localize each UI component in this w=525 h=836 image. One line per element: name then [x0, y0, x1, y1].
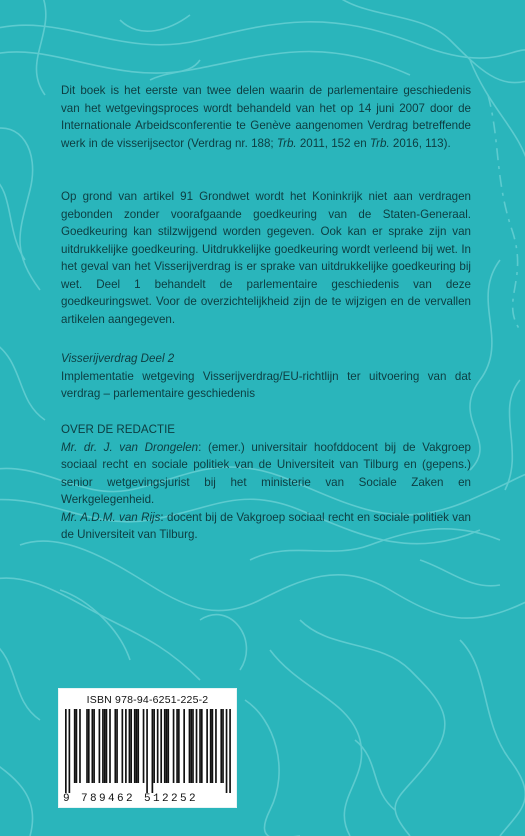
- editor2-bio: : docent bij de Vakgroep sociaal recht en sociale politiek van de Universiteit van Tilburg.: [61, 510, 472, 541]
- editor1-bio: : (emer.) universitair hoofddocent bij de Vakgroep sociaal recht en sociale politiek van de Universiteit van Tilburg en (gepens.) senior wetgevingsjurist bij het ministerie van Sociale Zaken en Werkgelegenheid.: [61, 440, 471, 506]
- trb-reference-1: Trb.: [276, 136, 297, 150]
- editor2-name: Mr. A.D.M. van Rijs: [61, 510, 161, 524]
- isbn-number: ISBN 978-94-6251-225-2: [86, 694, 209, 706]
- editor1-name: Mr. dr. J. van Drongelen: [61, 440, 199, 454]
- approval-paragraph: Op grond van artikel 91 Grondwet wordt het Koninkrijk niet aan verdragen gebonden zonder voorafgaande goedkeuring van de Staten-Generaal. Goedkeuring kan stilzwijgend worden gegeven. Ook kan er sprake zijn van uitdrukkelijke goedkeuring. Uitdrukkelijke goedkeuring wordt verleend bij wet. In het geval van het Visserijverdrag is er sprake van uitdrukkelijke goedkeuring bij wet. Deel 1 behandelt de parlementaire geschiedenis van deze goedkeuringswet. Voor de overzichtelijkheid zijn de te wijzigen en de vervallen artikelen aangegeven.: [61, 190, 471, 326]
- intro-end: 2016, 113).: [389, 136, 451, 150]
- intro-paragraph: [61, 82, 471, 152]
- series-title: Visserijverdrag Deel 2: [61, 352, 175, 365]
- barcode-bars: [65, 709, 231, 793]
- series-block: [61, 350, 471, 403]
- ean-digits: 9 789462 512252: [63, 793, 232, 805]
- isbn-barcode: [58, 688, 237, 808]
- editors-block: [61, 421, 471, 544]
- editors-heading: OVER DE REDACTIE: [61, 423, 176, 436]
- intro-text: Dit boek is het eerste van twee delen waarin de parlementaire geschiedenis van het wetgevingsproces wordt behandeld van het op 14 juni 2007 door de Internationale Arbeidsconferentie te Genève aangenomen Verdrag betreffende werk in de visserijsector (Verdrag nr. 188;: [61, 84, 471, 150]
- intro-mid: 2011, 152 en: [296, 136, 370, 150]
- series-description: Implementatie wetgeving Visserijverdrag/EU-richtlijn ter uitvoering van dat verdrag – parlementaire geschiedenis: [61, 369, 471, 400]
- trb-reference-2: Trb.: [369, 136, 390, 150]
